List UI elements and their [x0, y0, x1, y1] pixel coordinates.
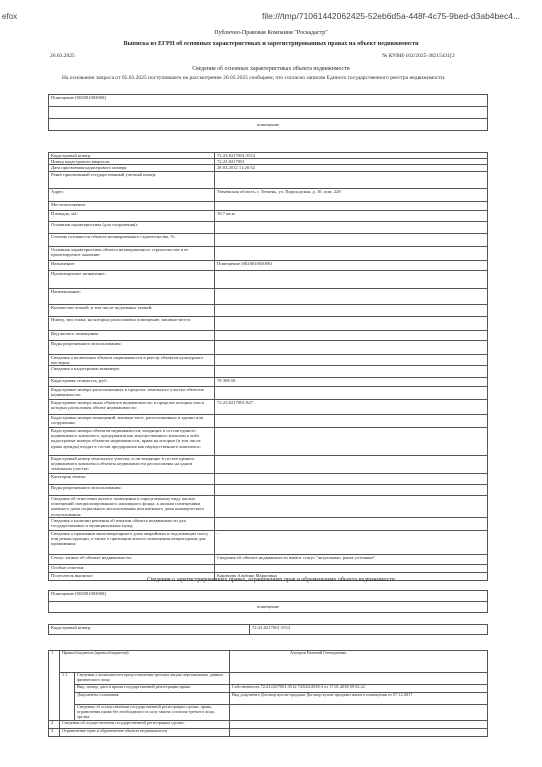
characteristic-row — [49, 340, 488, 354]
rights-index: 3 — [49, 729, 60, 737]
characteristic-row — [49, 188, 488, 201]
org-name: Публично-Правовая Компания "Роскадастр" — [214, 30, 328, 36]
characteristic-label: Кадастровые номера иных объектов недвижимости, в пределах которых или в которых расположен объект недвижимости: — [49, 400, 215, 415]
characteristic-value — [215, 496, 488, 518]
characteristic-label: Получатель выписки: — [49, 573, 215, 581]
characteristic-label: Основная характеристика (для сооружения): — [49, 221, 215, 233]
document-date: 26.03.2025 — [50, 53, 75, 59]
characteristic-label: Сведения об отнесении жилого помещения к определенному виду жилых помещений специализированного жилищного фонда, к жилым помещениям наемного дома социального использования или наемного дома коммерческого использования: — [49, 496, 215, 518]
characteristic-label: Кадастровые номера объектов недвижимости, входящих в состав единого недвижимого комплекса, предприятия как имущественного комплекса либо кадастровые номера объектов недвижимости, права на которые (в том числе право аренды) входят в состав предприятия как имущественного комплекса: — [49, 428, 215, 456]
characteristic-row — [49, 288, 488, 304]
characteristic-value — [215, 387, 488, 400]
characteristic-value — [215, 415, 488, 428]
characteristic-value — [215, 518, 488, 531]
characteristic-label: Кадастровый номер: — [49, 153, 215, 159]
characteristic-row — [49, 400, 488, 415]
characteristic-row — [49, 428, 488, 456]
characteristic-label: Количество этажей, в том числе подземных этажей: — [49, 304, 215, 316]
characteristic-value: 72:23:0217001 — [215, 159, 488, 165]
cadastral-number-value: 72:23:0217001:3512 — [250, 625, 488, 635]
rights-index: 1 — [49, 651, 60, 721]
characteristic-value — [215, 565, 488, 573]
characteristic-row — [49, 316, 488, 330]
characteristic-value — [215, 485, 488, 496]
characteristic-label: Сведения о признании многоквартирного дома аварийным и подлежащим сносу или реконструкции, а также о признании жилого помещения непригодным для проживания: — [49, 531, 215, 555]
characteristic-row — [49, 210, 488, 221]
characteristic-value — [215, 201, 488, 210]
section-heading-rights: Сведения о зарегистрированных правах, ограничениях прав и обременениях объекта недвижимости — [147, 577, 395, 583]
characteristic-row — [49, 233, 488, 246]
characteristic-row — [49, 474, 488, 485]
characteristic-label: Степень готовности объекта незавершенного строительства, %: — [49, 233, 215, 246]
rights-table — [48, 650, 488, 737]
right-kind-value: Собственность 72:23:0217001:3512-72/043/2018-3 от 17.01.2018 09:52:22 — [230, 685, 488, 693]
basis-docs-label: Документы-основания: — [75, 693, 230, 705]
consent-label: Сведения о возможности предоставления третьим лицам персональных данных физического лица — [75, 673, 230, 685]
characteristic-value: 19.7 кв.м — [215, 210, 488, 221]
characteristic-row — [49, 171, 488, 188]
characteristic-value — [215, 340, 488, 354]
characteristic-label: Наименование: — [49, 288, 215, 304]
registration-number: № КУВИ-102/2025-38215431[2 — [382, 53, 455, 59]
characteristic-row — [49, 485, 488, 496]
characteristic-value — [215, 428, 488, 456]
characteristic-label: Ранее присвоенный государственный учетный номер: — [49, 171, 215, 188]
characteristic-row — [49, 415, 488, 428]
characteristic-row — [49, 354, 488, 365]
characteristic-label: Кадастровые номера помещений, машино-мест, расположенных в здании или сооружении: — [49, 415, 215, 428]
characteristic-value: Каримова Альбина Маратовна — [215, 573, 488, 581]
characteristic-row — [49, 270, 488, 288]
characteristic-label: Площадь, м2: — [49, 210, 215, 221]
characteristic-label: Категория земель: — [49, 474, 215, 485]
characteristic-value: 28.03.2012 11:26:52 — [215, 165, 488, 171]
characteristic-row — [49, 531, 488, 555]
characteristic-label: Основная характеристика объекта незавершенного строительства и ее проектируемое значение: — [49, 246, 215, 260]
characteristic-label: Проектируемое назначение: — [49, 270, 215, 288]
characteristic-row — [49, 201, 488, 210]
characteristic-value — [215, 246, 488, 260]
object-type-code: Помещение (002001003000) — [49, 95, 488, 107]
browser-url: file:///tmp/71061442062425-52eb6d5a-448f-4c75-9bed-d3ab4bec4... — [262, 11, 521, 21]
rights-subindex: 1.1 — [60, 673, 75, 721]
characteristic-row — [49, 378, 488, 387]
characteristic-value — [215, 171, 488, 188]
consent-value — [230, 673, 488, 685]
characteristic-value — [215, 330, 488, 340]
characteristic-row — [49, 565, 488, 573]
characteristic-label: Кадастровая стоимость, руб.: — [49, 378, 215, 387]
characteristic-row — [49, 221, 488, 233]
characteristic-row — [49, 330, 488, 340]
characteristic-label: Назначение: — [49, 260, 215, 270]
object-type-code: Помещение (002001003000) — [49, 591, 488, 602]
characteristic-value — [215, 316, 488, 330]
blank-row — [49, 107, 488, 119]
characteristic-label: Статус записи об объекте недвижимости: — [49, 555, 215, 565]
holder-label: Правообладатель (правообладатели): — [60, 651, 230, 673]
characteristic-value — [215, 366, 488, 378]
characteristic-label: Виды разрешенного использования: — [49, 340, 215, 354]
characteristic-label: Сведения о кадастровом инженере: — [49, 366, 215, 378]
object-type-table-2 — [48, 590, 488, 613]
deal-registration-label: Сведения об осуществлении государственной регистрации сделки: — [60, 721, 230, 729]
characteristic-row — [49, 518, 488, 531]
characteristic-label: Сведения о наличии решения об изъятии объекта недвижимости для государственных и муниципальных нужд: — [49, 518, 215, 531]
characteristic-label: Кадастровые номера расположенных в пределах земельного участка объектов недвижимости: — [49, 387, 215, 400]
registration-notice-label: Сведения об осуществлении государственной регистрации сделки, права, ограничения права без необходимого в силу закона согласия третьего лица, органа: — [75, 705, 230, 721]
characteristic-row — [49, 387, 488, 400]
document-title: Выписка из ЕГРН об основных характеристиках и зарегистрированных правах на объект недвижимости — [123, 40, 419, 47]
characteristics-table — [48, 152, 488, 581]
characteristic-row — [49, 304, 488, 316]
characteristic-label: Номер кадастрового квартала: — [49, 159, 215, 165]
characteristic-label: Номер, тип этажа, на котором расположено помещение, машино-место: — [49, 316, 215, 330]
characteristic-value: 78 308.58 — [215, 378, 488, 387]
characteristic-value: Тюменская область, г. Тюмень, ул. Пароходская, д. 10, пом. 228 — [215, 188, 488, 201]
characteristic-value — [215, 456, 488, 474]
characteristic-value — [215, 288, 488, 304]
characteristic-value — [215, 354, 488, 365]
characteristic-label: Местоположение: — [49, 201, 215, 210]
characteristic-label: Адрес: — [49, 188, 215, 201]
object-kind: помещение — [49, 602, 488, 613]
characteristic-value — [215, 304, 488, 316]
cadastral-number-table — [48, 624, 488, 635]
section-heading-characteristics: Сведения об основных характеристиках объекта недвижимости — [192, 66, 350, 72]
characteristic-value: Помещение (002001003000) — [215, 260, 488, 270]
characteristic-label: Виды разрешенного использования: — [49, 485, 215, 496]
registration-notice-value — [230, 705, 488, 721]
characteristic-row — [49, 246, 488, 260]
deal-registration-value — [230, 721, 488, 729]
characteristic-row — [49, 366, 488, 378]
characteristic-value: - — [215, 531, 488, 555]
characteristic-label: Дата присвоения кадастрового номера: — [49, 165, 215, 171]
basis-paragraph: На основании запроса от 05.03.2025 поступившего на рассмотрение 26.03.2025 сообщаем, что согласно записям Единого государственного реестра недвижимости: — [62, 75, 446, 81]
encumbrance-label: Ограничение прав и обременение объекта недвижимости — [60, 729, 230, 737]
characteristic-value: 72:23:0217001:847 — [215, 400, 488, 415]
encumbrance-value — [230, 729, 488, 737]
characteristic-value — [215, 221, 488, 233]
basis-docs-value: Вид документа Договор купли-продажи Договор купли-продажи жилого помещения от 07.12.2017 — [230, 693, 488, 705]
holder-value: Ахунров Евгений Геннадьевич — [230, 651, 488, 673]
characteristic-row — [49, 260, 488, 270]
characteristic-label: Кадастровый номер земельного участка, если входящие в состав единого недвижимого комплекса объекты недвижимости расположены на одном земельном участке: — [49, 456, 215, 474]
rights-index: 2 — [49, 721, 60, 729]
characteristic-label: Вид жилого помещения: — [49, 330, 215, 340]
characteristic-value: Сведения об объекте недвижимости имеют статус "актуальные, ранее учтенные" — [215, 555, 488, 565]
characteristic-value: 72:23:0217001:3512 — [215, 153, 488, 159]
right-kind-label: Вид, номер, дата и время государственной регистрации права: — [75, 685, 230, 693]
characteristic-row — [49, 496, 488, 518]
characteristic-value — [215, 474, 488, 485]
object-kind: помещение — [49, 119, 488, 131]
characteristic-row — [49, 456, 488, 474]
cadastral-number-label: Кадастровый номер: — [49, 625, 250, 635]
characteristic-value — [215, 270, 488, 288]
object-type-table — [48, 94, 488, 131]
characteristic-value — [215, 233, 488, 246]
characteristic-label: Сведения о включении объекта недвижимости в реестр объектов культурного наследия: — [49, 354, 215, 365]
browser-tab-label: efox — [2, 12, 18, 21]
characteristic-row — [49, 555, 488, 565]
characteristic-label: Особые отметки: — [49, 565, 215, 573]
